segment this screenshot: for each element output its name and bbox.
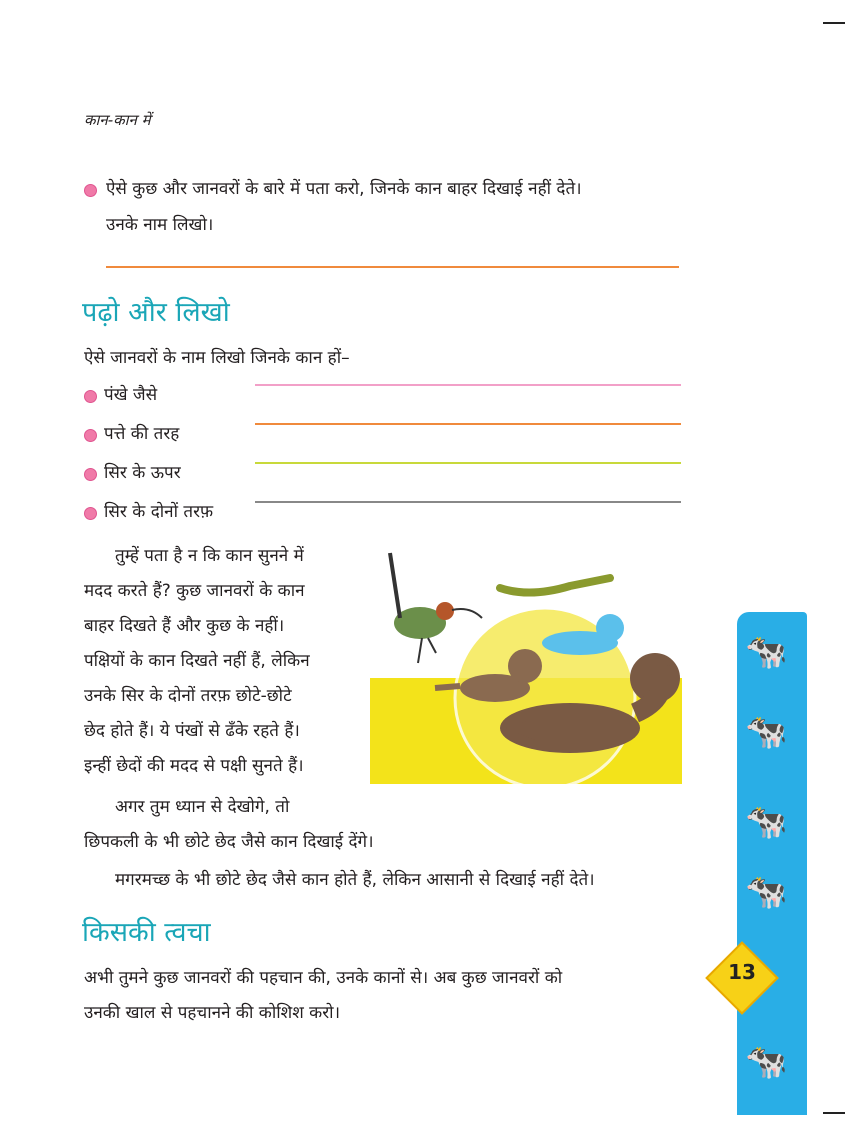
paragraph-line: मदद करते हैं? कुछ जानवरों के कान <box>84 581 305 601</box>
bullet-icon <box>84 184 97 197</box>
paragraph-line: उनके सिर के दोनों तरफ़ छोटे-छोटे <box>84 686 292 706</box>
item-label: पत्ते की तरह <box>104 424 180 444</box>
section-heading: पढ़ो और लिखो <box>82 297 230 328</box>
item-label: सिर के दोनों तरफ़ <box>104 502 214 522</box>
paragraph-line: मगरमच्छ के भी छोटे छेद जैसे कान होते हैं, लेकिन आसानी से दिखाई नहीं देते। <box>115 870 595 890</box>
cow-icon: 🐄 <box>745 802 788 842</box>
paragraph-line: बाहर दिखते हैं और कुछ के नहीं। <box>84 616 285 636</box>
section-heading: किसकी त्वचा <box>82 917 211 948</box>
cow-icon: 🐄 <box>745 712 788 752</box>
item-label: सिर के ऊपर <box>104 463 181 483</box>
item-label: पंखे जैसे <box>104 385 158 405</box>
answer-line[interactable] <box>255 501 681 503</box>
side-band <box>737 612 807 1115</box>
answer-line[interactable] <box>255 462 681 464</box>
paragraph-line: अभी तुमने कुछ जानवरों की पहचान की, उनके कानों से। अब कुछ जानवरों को <box>84 968 563 988</box>
crop-mark <box>823 22 845 24</box>
cow-icon: 🐄 <box>745 632 788 672</box>
intro-line: उनके नाम लिखो। <box>106 215 214 235</box>
paragraph-line: अगर तुम ध्यान से देखोगे, तो <box>115 797 290 817</box>
paragraph-line: छिपकली के भी छोटे छेद जैसे कान दिखाई देंगे। <box>84 832 374 852</box>
answer-line[interactable] <box>255 384 681 386</box>
paragraph-line: छेद होते हैं। ये पंखों से ढँके रहते हैं। <box>84 721 300 741</box>
cow-icon: 🐄 <box>745 872 788 912</box>
paragraph-line: पक्षियों के कान दिखते नहीं हैं, लेकिन <box>84 651 310 671</box>
paragraph-line: तुम्हें पता है न कि कान सुनने में <box>115 546 304 566</box>
prompt-text: ऐसे जानवरों के नाम लिखो जिनके कान हों– <box>84 348 350 368</box>
answer-line[interactable] <box>255 423 681 425</box>
bird-icon <box>390 553 482 663</box>
intro-line: ऐसे कुछ और जानवरों के बारे में पता करो, जिनके कान बाहर दिखाई नहीं देते। <box>106 179 582 199</box>
cow-icon: 🐄 <box>745 1042 788 1082</box>
bullet-icon <box>84 390 97 403</box>
lizard-icon <box>500 578 610 593</box>
page-number: 13 <box>728 960 756 984</box>
animals-illustration <box>370 548 682 784</box>
paragraph-line: इन्हीं छेदों की मदद से पक्षी सुनते हैं। <box>84 756 304 776</box>
answer-line[interactable] <box>106 266 679 268</box>
crop-mark <box>823 1112 845 1114</box>
bullet-icon <box>84 429 97 442</box>
running-title: कान-कान में <box>84 111 151 129</box>
bullet-icon <box>84 468 97 481</box>
bullet-icon <box>84 507 97 520</box>
paragraph-line: उनकी खाल से पहचानने की कोशिश करो। <box>84 1003 341 1023</box>
